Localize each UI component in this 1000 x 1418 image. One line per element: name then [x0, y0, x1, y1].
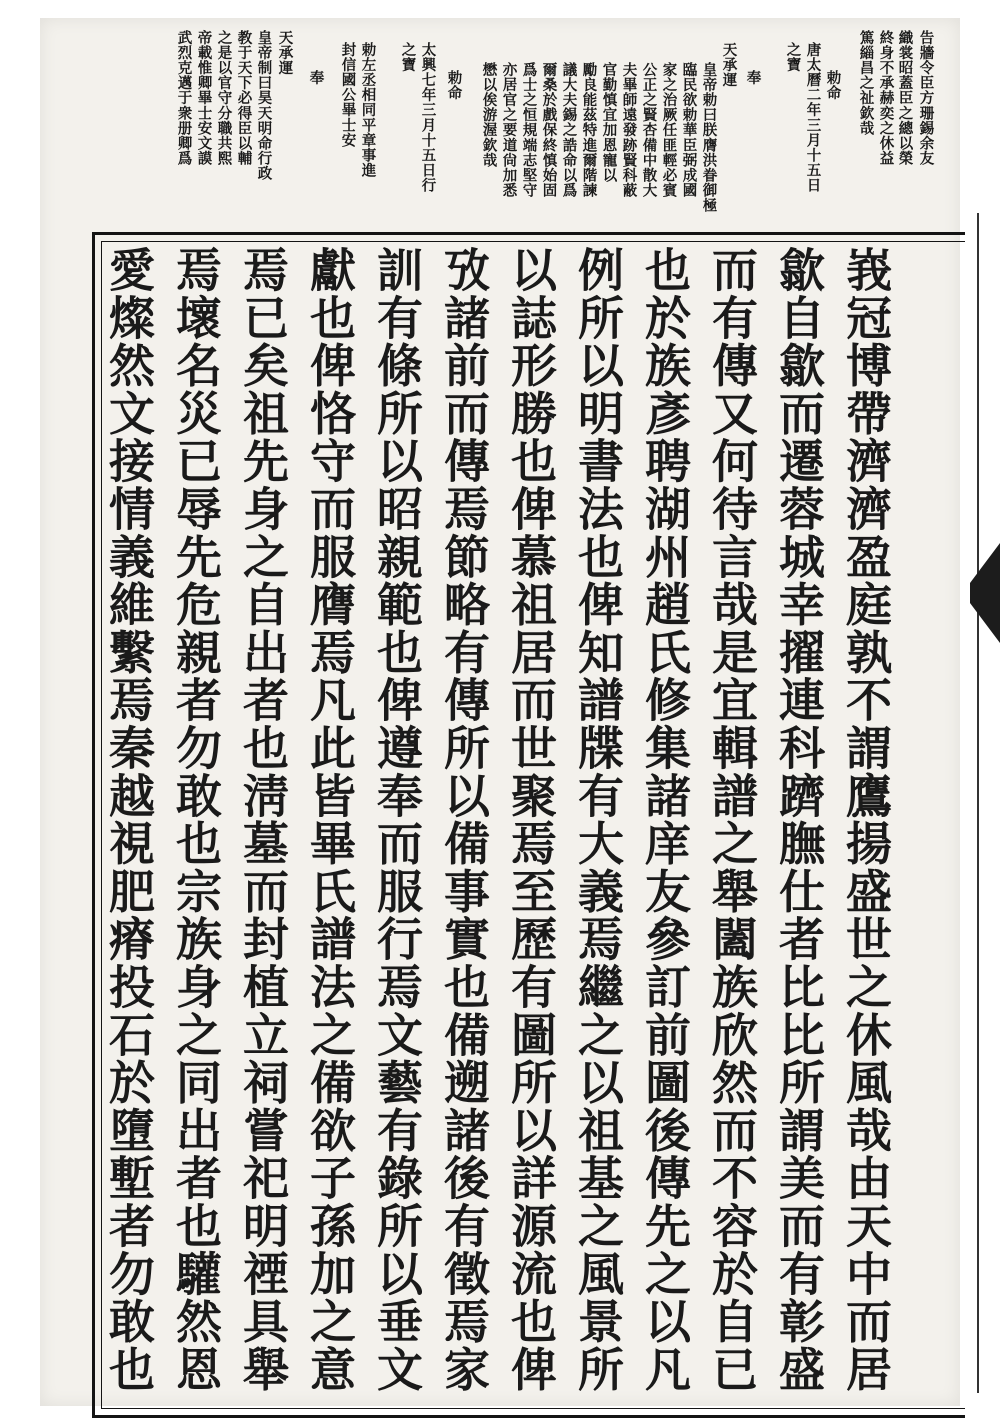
small-text-column: 公正之賢杏備中散大: [640, 62, 658, 198]
small-text-column: 爾桑於戲保終慎始固: [540, 62, 558, 198]
main-text-column: 獻也俾恪守而服膺焉凡此皆畢氏譜法之備欲子孫加之意: [303, 246, 357, 1394]
main-text-column: 而有傳又何待言哉是宜輯譜之舉闔族欣然而不容於自已: [705, 246, 759, 1394]
small-text-column: 天承運: [276, 30, 294, 76]
small-text-column: 家之治厥任匪輕必賓: [660, 62, 678, 198]
small-text-column: 奉: [744, 70, 762, 86]
small-text-column: 懋以俟游渥欽哉: [480, 62, 498, 168]
small-text-column: 之是以官守分職共熙: [215, 30, 233, 166]
small-text-column: 終身不承赫奕之休益: [877, 30, 895, 166]
small-text-column: 夫畢師遠發跡賢科蔽: [620, 62, 638, 198]
small-text-column: 太興七年三月十五日行: [419, 42, 437, 193]
small-text-column: 勅命: [445, 70, 463, 101]
small-text-column: 告牆令臣方珊錫余友: [917, 30, 935, 166]
small-text-column: 武烈克邁于衆册卿爲: [175, 30, 193, 166]
small-text-column: 臨民欲勅華臣弼成國: [680, 62, 698, 198]
main-text-column: 也於族彥聘湖州趙氏修集諸庠友參訂前圖後傳先之以凡: [638, 246, 692, 1394]
small-text-column: 之寶: [399, 42, 417, 73]
main-text-column: 例所以明書法也俾知譜牒有大義焉繼之以祖基之風景所: [571, 246, 625, 1394]
small-text-column: 天承運: [720, 42, 738, 88]
small-text-column: 官勤慎宜加恩寵以: [600, 62, 618, 183]
main-text-column: 以誌形勝也俾慕祖居而世聚焉至歷有圖所以詳源流也俾: [504, 246, 558, 1394]
small-text-column: 勅命: [824, 70, 842, 101]
small-text-column: 爲士之恒規端志堅守: [520, 62, 538, 198]
main-text-column: 歙自歙而遷蓉城幸擢連科躋膴仕者比比所謂美而有彰盛: [772, 246, 826, 1394]
main-text-column: 攷諸前而傳焉節略有傳所以備事實也備遡諸後有徵焉家: [437, 246, 491, 1394]
small-text-column: 亦居官之要道尙加悉: [500, 62, 518, 198]
fold-mark: [970, 543, 1000, 643]
small-text-column: 封信國公畢士安: [339, 42, 357, 148]
small-text-column: 勵良能茲特進爾階諫: [580, 62, 598, 198]
small-text-column: 帝載惟卿畢士安文謨: [195, 30, 213, 166]
main-text-column: 愛燦然文接情義維繫焉秦越視肥瘠投石於墮塹者勿敢也: [102, 246, 156, 1394]
main-text-column: 焉已矣祖先身之自出者也淸墓而封植立祠嘗祀明禋具舉: [236, 246, 290, 1394]
small-text-column: 唐太曆二年三月十五日: [804, 42, 822, 193]
small-text-column: 議大夫錫之誥命以爲: [560, 62, 578, 198]
page-edge-rule: [977, 213, 979, 1393]
main-text-column: 峩冠博帶濟濟盈庭孰不謂鷹揚盛世之休風哉由天中而居: [839, 246, 893, 1394]
main-text-column: 訓有條所以昭親範也俾遵奉而服行焉文藝有錄所以垂文: [370, 246, 424, 1394]
small-text-column: 奉: [307, 70, 325, 86]
small-text-column: 篤緇昌之祉欽哉: [857, 30, 875, 136]
document-page: [40, 18, 960, 1406]
main-text-column: 焉壞名災已辱先危親者勿敢也宗族身之同出者也驩然恩: [169, 246, 223, 1394]
small-text-column: 織裳昭蓋臣之總以榮: [896, 30, 914, 166]
small-text-column: 教于天下必得臣以輔: [235, 30, 253, 166]
small-text-column: 皇帝制曰昊天明命行政: [255, 30, 273, 181]
small-text-column: 之寶: [784, 42, 802, 73]
small-text-column: 勅左丞相同平章事進: [359, 42, 377, 178]
small-text-column: 皇帝勅曰朕膺洪眷御極: [700, 62, 718, 213]
